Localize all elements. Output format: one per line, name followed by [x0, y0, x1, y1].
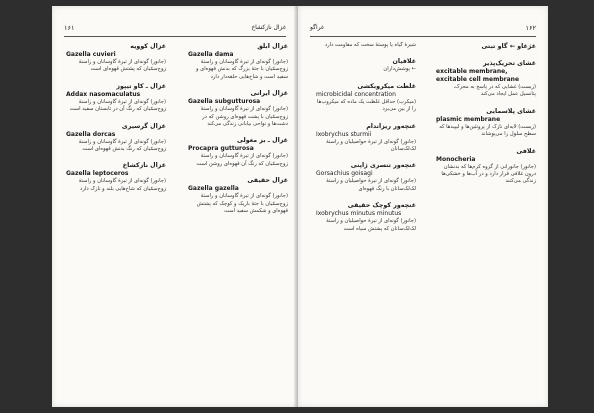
page-number: ۱۶۱ [64, 24, 75, 32]
entry-definition: شیرۀ گیاه یا پوستۀ سخت که مقاومت دارد [324, 42, 416, 48]
dictionary-entry [188, 42, 288, 81]
dictionary-entry [66, 161, 166, 193]
dictionary-entry [436, 59, 536, 99]
entry-latin: Gazella cuvieri [66, 51, 116, 58]
entry-headword: غزال ـ بز مغولی [237, 137, 288, 145]
entry-latin: Monocheria [436, 155, 476, 163]
entry-headword: غنچه‌ور کوچک حقیقی [347, 202, 416, 210]
right-page-header [310, 24, 536, 36]
dictionary-entry [66, 82, 166, 114]
entry-latin: Gazella subgutturosa [188, 98, 261, 106]
dictionary-entry [436, 42, 536, 51]
running-head: غزال نازکشاخ [251, 24, 286, 31]
dictionary-entry [436, 107, 536, 139]
entry-latin: Gorsachius goisagi [316, 170, 373, 178]
entry-latin: Ixobrychus minutus minutus [316, 210, 402, 218]
entry-headword: غلظت میکروبکشی [357, 82, 416, 90]
dictionary-entry [66, 122, 166, 154]
left-page-left-column [66, 42, 166, 397]
left-page-right-column [188, 42, 288, 397]
entry-headword: غزال ایرانی [250, 90, 288, 98]
entry-definition: (جانور) گونه‌ای از تیرۀ گاوسانان و راستۀ زوج‌سمّیان که شاخ‌هایی بلند و نازک دارد [78, 178, 166, 192]
dictionary-entry [66, 42, 166, 74]
entry-headword: غزال نازکشاخ [122, 162, 166, 170]
entry-definition: (زیست) لایه‌ای نازک از پروتئین‌ها و لیپیدها که سطح سلول را می‌پوشاند [439, 123, 536, 138]
entry-headword: غزال ابلق [257, 43, 288, 50]
entry-definition: (جانور) گونه‌ای از تیرۀ گاوسانان و راستۀ زوج‌سمّیان که رنگ آن قهوه‌ای روشن است [196, 153, 288, 167]
right-page [298, 6, 548, 407]
dictionary-entry [188, 136, 288, 168]
entry-headword: غلافی [516, 147, 536, 155]
entry-definition: (جانور) گونه‌ای از تیرۀ گاوسانان و راستۀ زوج‌سمّیان با پشت قهوه‌ای روشن که در دشت‌ها و نواحی بیابانی زندگی می‌کند [200, 106, 288, 128]
dictionary-entry [316, 201, 416, 233]
dictionary-entry [316, 82, 416, 114]
dictionary-entry [316, 57, 416, 73]
dictionary-entry [188, 89, 288, 128]
entry-definition: (جانور) گونه‌ای از تیرۀ گاوسانان و راستۀ زوج‌سمّیان با جثۀ بزرگ که بدنش قهوه‌ای و سفید است و شاخ‌هایی حلقه‌دار دارد [196, 59, 288, 80]
entry-definition: (جانور) گونه‌ای از تیرۀ گاوسانان و راستۀ زوج‌سمّیان که رنگ آن در تابستان سفید است [69, 98, 166, 113]
right-page-left-column [316, 42, 416, 397]
entry-headword: غشای تحریک‌پذیر [483, 60, 536, 67]
entry-headword: غزال حقیقی [247, 177, 288, 185]
entry-latin: microbicidal concentration [316, 90, 396, 98]
entry-headword: غنچه‌ور ریزاندام [366, 122, 416, 130]
entry-definition: (جانور) گونه‌ای از تیرۀ گاوسانان و راستۀ زوج‌سمّیان با جثۀ باریک و کوچک که پشتش قهوه‌ای و شکمش سفید است [196, 193, 288, 215]
entry-latin: Gazella leptoceros [66, 170, 129, 178]
left-page [52, 6, 298, 407]
dictionary-entry [436, 147, 536, 186]
entry-definition: (جانور) گونه‌ای از تیرۀ حواصیلیان و راستۀ لک‌لک‌سانان با رنگ قهوه‌ای [326, 178, 416, 192]
dictionary-entry [316, 42, 416, 49]
entry-headword: غلافیان [392, 58, 416, 66]
entry-definition: ← پوشش‌داران [383, 66, 416, 73]
right-page-right-column [436, 42, 536, 397]
entry-headword: غزال ـ کاو تیپوز [116, 82, 166, 90]
page-number: ۱۶۲ [525, 24, 536, 32]
entry-definition: (جانور) گونه‌ای از تیرۀ حواصیلیان و راستۀ لک‌لک‌سانان [326, 138, 416, 153]
header-rule [64, 36, 286, 37]
entry-latin: Addax nasomaculatus [66, 90, 141, 98]
entry-latin: Procapra gutturosa [188, 145, 254, 153]
entry-latin: Gazella dorcas [66, 130, 116, 138]
entry-latin: Gazella dama [188, 51, 234, 58]
entry-definition: (میکرب) حداقل غلظت یک ماده که میکروب‌ها را از بین می‌برد [317, 98, 416, 113]
entry-definition: (جانور) گونه‌ای از تیرۀ گاوسانان و راستۀ زوج‌سمّیان که رنگ بدنش قهوه‌ای است [78, 138, 166, 153]
entry-latin: plasmic membrane [436, 115, 501, 123]
dictionary-entry [188, 176, 288, 215]
entry-headword: غزال کوویه [130, 43, 166, 50]
entry-definition: (جانور) گونه‌ای از تیرۀ حواصیلیان و راستۀ لک‌لک‌سانان که پشتش سیاه است [326, 218, 416, 232]
entry-headword: غنچه‌ور تنسری ژاپنی [350, 162, 416, 170]
entry-headword: غشای پلاسمایی [486, 107, 536, 115]
entry-headword: غزال گرسیری [121, 122, 166, 130]
dictionary-entry [316, 161, 416, 193]
entry-headword: غژغاو ← گاو تبتی [481, 43, 536, 50]
header-rule [310, 36, 536, 37]
entry-latin: excitable membrane, excitable cell membrane [436, 68, 520, 83]
left-page-header [64, 24, 286, 36]
entry-definition: (زیست) غشایی که در پاسخ به محرک، پتانسیل عمل ایجاد می‌کند [453, 84, 536, 98]
entry-definition: (جانور) جانورانی از گروه کرم‌ها که بدنشان درون غلافی قرار دارد و در آب‌ها و خشکی‌ها زندگی می‌کنند [441, 163, 536, 185]
running-head: غراگو [310, 24, 325, 31]
dictionary-entry [316, 122, 416, 154]
entry-definition: (جانور) گونه‌ای از تیرۀ گاوسانان و راستۀ زوج‌سمّیان که پشتش قهوه‌ای است [78, 59, 166, 73]
entry-latin: Gazella gazella [188, 185, 239, 193]
entry-latin: Ixobrychus sturmii [316, 130, 372, 138]
